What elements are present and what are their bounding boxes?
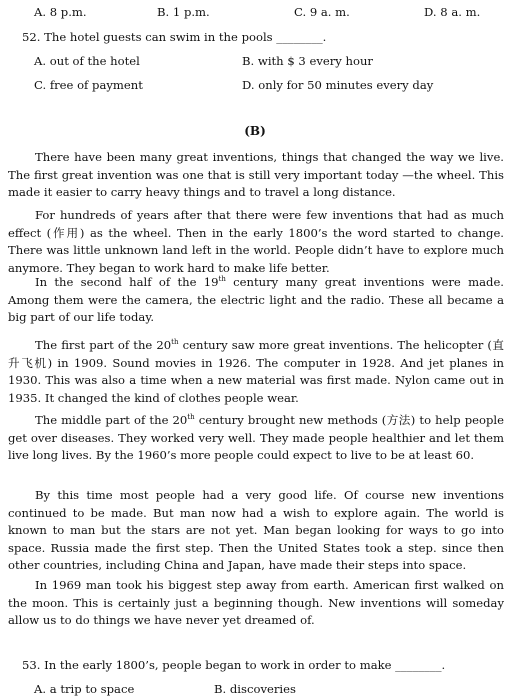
passage-paragraph-4	[8, 337, 504, 407]
q53-stem: 53. In the early 1800’s, people began to work in order to make ________.	[22, 658, 446, 672]
paragraph-4-superscript: th	[171, 338, 179, 347]
paragraph-5-text-a: The middle part of the 20	[35, 413, 188, 427]
q51-option-d: D. 8 a. m.	[424, 5, 481, 19]
passage-paragraph-5	[8, 412, 504, 465]
paragraph-2-text: For hundreds of years after that there were few inventions that had as much effect (作用) as the wheel. Then in the early 1800’s the word started to change. There was little unknown land left in the world. People didn’t have to explore much anymore. They began to work hard to make life better.	[8, 208, 504, 275]
paragraph-1-text: There have been many great inventions, things that changed the way we live. The first great invention was one that is still very important today —the wheel. This made it easier to carry heavy things and to travel a long distance.	[8, 150, 504, 200]
paragraph-4-text-a: The first part of the 20	[35, 338, 172, 352]
section-heading: (B)	[244, 124, 266, 138]
paragraph-7-text: In 1969 man took his biggest step away from earth. American first walked on the moon. This is certainly just a beginning though. New inventions will someday allow us to do things we have never yet dreamed of.	[8, 578, 504, 628]
passage-paragraph-6	[8, 487, 504, 575]
q52-option-c: C. free of payment	[34, 78, 143, 92]
q51-option-c: C. 9 a. m.	[294, 5, 350, 19]
passage-paragraph-7	[8, 577, 504, 630]
paragraph-3-text-a: In the second half of the 19	[35, 275, 219, 289]
passage-paragraph-2	[8, 207, 504, 277]
paragraph-3-superscript: th	[218, 275, 226, 284]
paragraph-5-text-b: century brought new methods (方法) to help people get over diseases. They worked very well. They made people healthier and let them live long lives. By the 1960’s more people could expect to live to be at least 60.	[8, 413, 504, 463]
q52-option-b: B. with $ 3 every hour	[242, 54, 373, 68]
paragraph-5-superscript: th	[187, 413, 195, 422]
paragraph-3-text-b: century many great inventions were made. Among them were the camera, the electric light and the radio. These all became a big part of our life today.	[8, 275, 504, 325]
q52-stem: 52. The hotel guests can swim in the pools ________.	[22, 30, 327, 44]
paragraph-6-text: By this time most people had a very good life. Of course new inventions continued to be made. But man now had a wish to explore again. The world is known to man but the stars are not yet. Man began looking for ways to go into space. Russia made the first step. Then the United States took a step. since then other countries, including China and Japan, have made their steps into space.	[8, 488, 504, 573]
q51-option-b: B. 1 p.m.	[157, 5, 210, 19]
q53-option-a: A. a trip to space	[34, 682, 135, 696]
passage-paragraph-1	[8, 149, 504, 202]
q52-option-d: D. only for 50 minutes every day	[242, 78, 434, 92]
paragraph-4-text-b: century saw more great inventions. The helicopter (直升飞机) in 1909. Sound movies in 1926. The computer in 1928. And jet planes in 1930. This was also a time when a new material was first made. Nylon came out in 1935. It changed the kind of clothes people wear.	[8, 338, 504, 405]
q51-option-a: A. 8 p.m.	[34, 5, 87, 19]
q52-option-a: A. out of the hotel	[34, 54, 140, 68]
q53-option-b: B. discoveries	[214, 682, 296, 696]
passage-paragraph-3	[8, 274, 504, 327]
